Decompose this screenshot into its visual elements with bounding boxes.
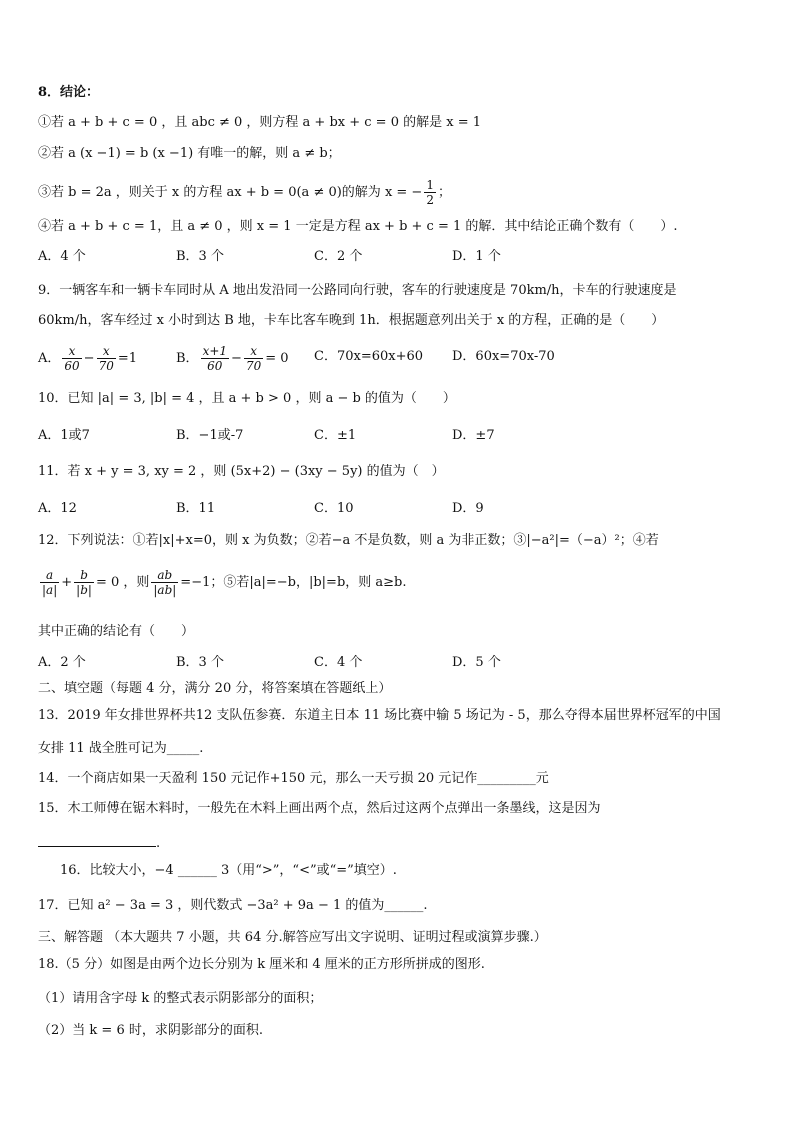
q9-option-b-frac-1 [201,344,229,373]
fraction-numerator: x+1 [202,344,228,358]
q9-option-a-frac-2 [97,344,116,373]
q12-line-3: 其中正确的结论有（ ） [38,624,195,639]
q8-statement-3 [38,178,451,207]
fraction-denominator: 70 [98,359,114,373]
q9-line-1: 9．一辆客车和一辆卡车同时从 A 地出发沿同一公路同向行驶，客车的行驶速度是 70km/h，卡车的行驶速度是 [38,283,677,298]
fraction-numerator: x [62,344,81,359]
fraction-numerator: b [74,568,94,583]
q12-option-a: A．2 个 [38,655,86,670]
section-2-heading: 二、填空题（每题 4 分，满分 20 分，将答案填在答题纸上） [38,681,392,696]
fraction-denominator: 60 [64,359,80,373]
q12-line-1: 12．下列说法：①若|x|+x=0，则 x 为负数；②若−a 不是负数，则 a 为非正数；③|−a²|=（−a）²；④若 [38,533,659,548]
q8-statement-3-text: ③若 b = 2a ，则关于 x 的方程 ax + b = 0(a ≠ 0)的解为 x = − [38,185,423,200]
q12-option-b: B．3 个 [176,655,224,670]
q8-option-a: A．4 个 [38,249,86,264]
q11-option-a: A．12 [38,501,77,516]
q8-option-c: C．2 个 [314,249,363,264]
q12-frac-ab [151,568,178,597]
q12-option-d: D．5 个 [452,655,501,670]
q12-option-c: C．4 个 [314,655,363,670]
q9-option-a-label: A． [38,351,61,366]
fraction-denominator: 70 [245,359,262,373]
q10-line: 10．已知 |a| = 3, |b| = 4 ，且 a + b > 0 ，则 a − b 的值为（ ） [38,391,456,406]
q17-line: 17．已知 a² − 3a = 3 ，则代数式 −3a² + 9a − 1 的值为______. [38,898,428,913]
q18-line-1: 18.（5 分）如图是由两个边长分别为 k 厘米和 4 厘米的正方形所拼成的图形. [38,957,485,972]
q12-line-2 [38,568,407,597]
q9-option-a-end: =1 [117,351,138,366]
fraction-denominator: 2 [426,193,434,207]
q11-line: 11．若 x + y = 3, xy = 2 ，则 (5x+2) − (3xy − 5y) 的值为（ ） [38,464,445,479]
q8-statement-3-end: ； [437,185,451,200]
fraction-numerator: a [40,568,59,583]
q12-mid-text: = 0 ，则 [95,575,150,590]
q11-option-d: D．9 [452,501,484,516]
fraction-numerator: x [97,344,116,359]
q9-option-d: D．60x=70x-70 [452,349,555,364]
q9-option-a-minus: − [83,351,95,366]
q18-line-2: （1）请用含字母 k 的整式表示阴影部分的面积； [38,991,323,1006]
q15-line-2 [38,834,160,853]
q8-title: 8．结论： [38,85,100,100]
q9-option-b-frac-2 [244,344,263,373]
q8-statement-2: ②若 a (x −1) = b (x −1) 有唯一的解，则 a ≠ b； [38,146,341,161]
fraction-numerator: ab [151,568,178,583]
q15-answer-blank[interactable] [38,834,156,847]
q10-option-b: B．−1或-7 [176,428,244,443]
section-3-heading: 三、解答题 （本大题共 7 小题，共 64 分.解答应写出文字说明、证明过程或演算步骤.） [38,930,547,945]
q10-option-a: A．1或7 [38,428,90,443]
fraction-numerator: x [244,344,263,359]
q9-option-b-end: = 0 [265,351,289,366]
fraction-denominator: |ab| [153,583,177,597]
q10-option-d: D．±7 [452,428,495,443]
q18-line-3: （2）当 k = 6 时，求阴影部分的面积. [38,1023,263,1038]
q8-statement-1: ①若 a + b + c = 0 ，且 abc ≠ 0 ，则方程 a + bx + c = 0 的解是 x = 1 [38,115,481,130]
fraction-denominator: |a| [42,583,58,597]
q9-line-2: 60km/h，客车经过 x 小时到达 B 地，卡车比客车晚到 1h．根据题意列出关于 x 的方程，正确的是（ ） [38,313,665,328]
q16-line: 16．比较大小，−4 ______ 3（用“>”，“<”或“=”填空）. [60,863,397,878]
q9-option-c: C．70x=60x+60 [314,349,424,364]
q10-option-c: C．±1 [314,428,357,443]
q15-line-1: 15．木工师傅在锯木料时，一般先在木料上画出两个点，然后过这两个点弹出一条墨线，这是因为 [38,801,601,816]
q12-frac-a [40,568,59,597]
q11-option-c: C．10 [314,501,354,516]
q11-option-b: B．11 [176,501,216,516]
q9-option-a-frac-1 [62,344,81,373]
fraction-numerator: 1 [426,178,434,192]
q15-line-2-end: . [156,836,161,851]
q12-end-text: =−1；⑤若|a|=−b，|b|=b，则 a≥b. [180,575,407,590]
q8-option-b: B．3 个 [176,249,224,264]
q9-option-b-minus: − [231,351,242,366]
q8-statement-4: ④若 a + b + c = 1，且 a ≠ 0 ，则 x = 1 一定是方程 ax + b + c = 1 的解．其中结论正确个数有（ ）. [38,219,678,234]
q12-frac-b [74,568,94,597]
q12-plus: + [61,575,73,590]
fraction-denominator: 60 [207,359,223,373]
fraction-denominator: |b| [76,583,92,597]
q8-option-d: D．1 个 [452,249,501,264]
q9-option-a [38,344,137,373]
q14-line: 14．一个商店如果一天盈利 150 元记作+150 元，那么一天亏损 20 元记作_________元 [38,771,549,786]
q9-option-b [176,344,289,373]
q8-statement-3-fraction [424,178,436,207]
q13-line-1: 13．2019 年女排世界杯共12 支队伍参赛．东道主日本 11 场比赛中输 5 场记为 - 5，那么夺得本届世界杯冠军的中国 [38,708,721,723]
q13-line-2: 女排 11 战全胜可记为_____. [38,741,204,756]
q9-option-b-label: B． [176,351,199,366]
